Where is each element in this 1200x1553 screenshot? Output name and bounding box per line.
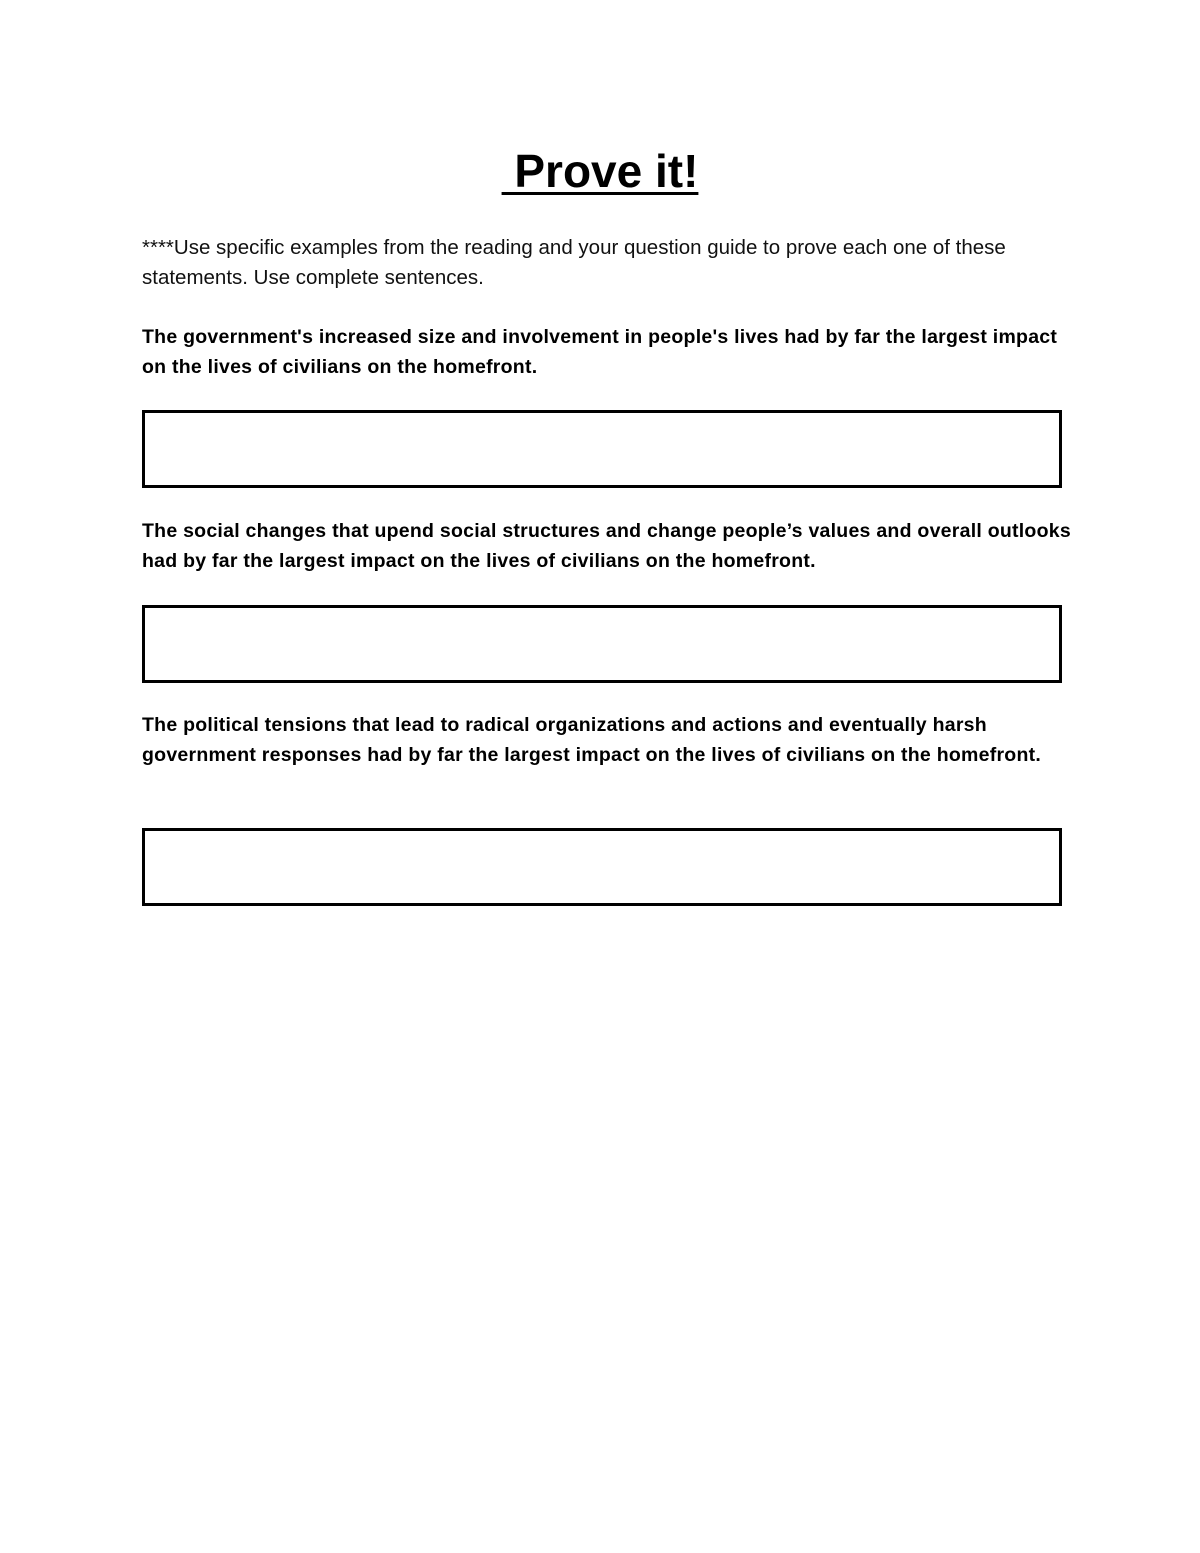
answer-box-2[interactable] [142,605,1062,683]
page-title-text: Prove it! [501,145,699,197]
statement-3: The political tensions that lead to radical organizations and actions and eventually harsh government responses had by far the largest impact on the lives of civilians on the homefront. [142,714,1042,766]
instructions-text: ****Use specific examples from the reading and your question guide to prove each one of these statements. Use complete sentences. [142,236,1006,289]
statement-1: The government's increased size and involvement in people's lives had by far the largest impact on the lives of civilians on the homefront. [142,326,1058,378]
answer-box-1[interactable] [142,410,1062,488]
statement-2: The social changes that upend social structures and change people’s values and overall outlooks had by far the largest impact on the lives of civilians on the homefront. [142,520,1071,572]
page-title [0,142,1200,200]
answer-box-3[interactable] [142,828,1062,906]
